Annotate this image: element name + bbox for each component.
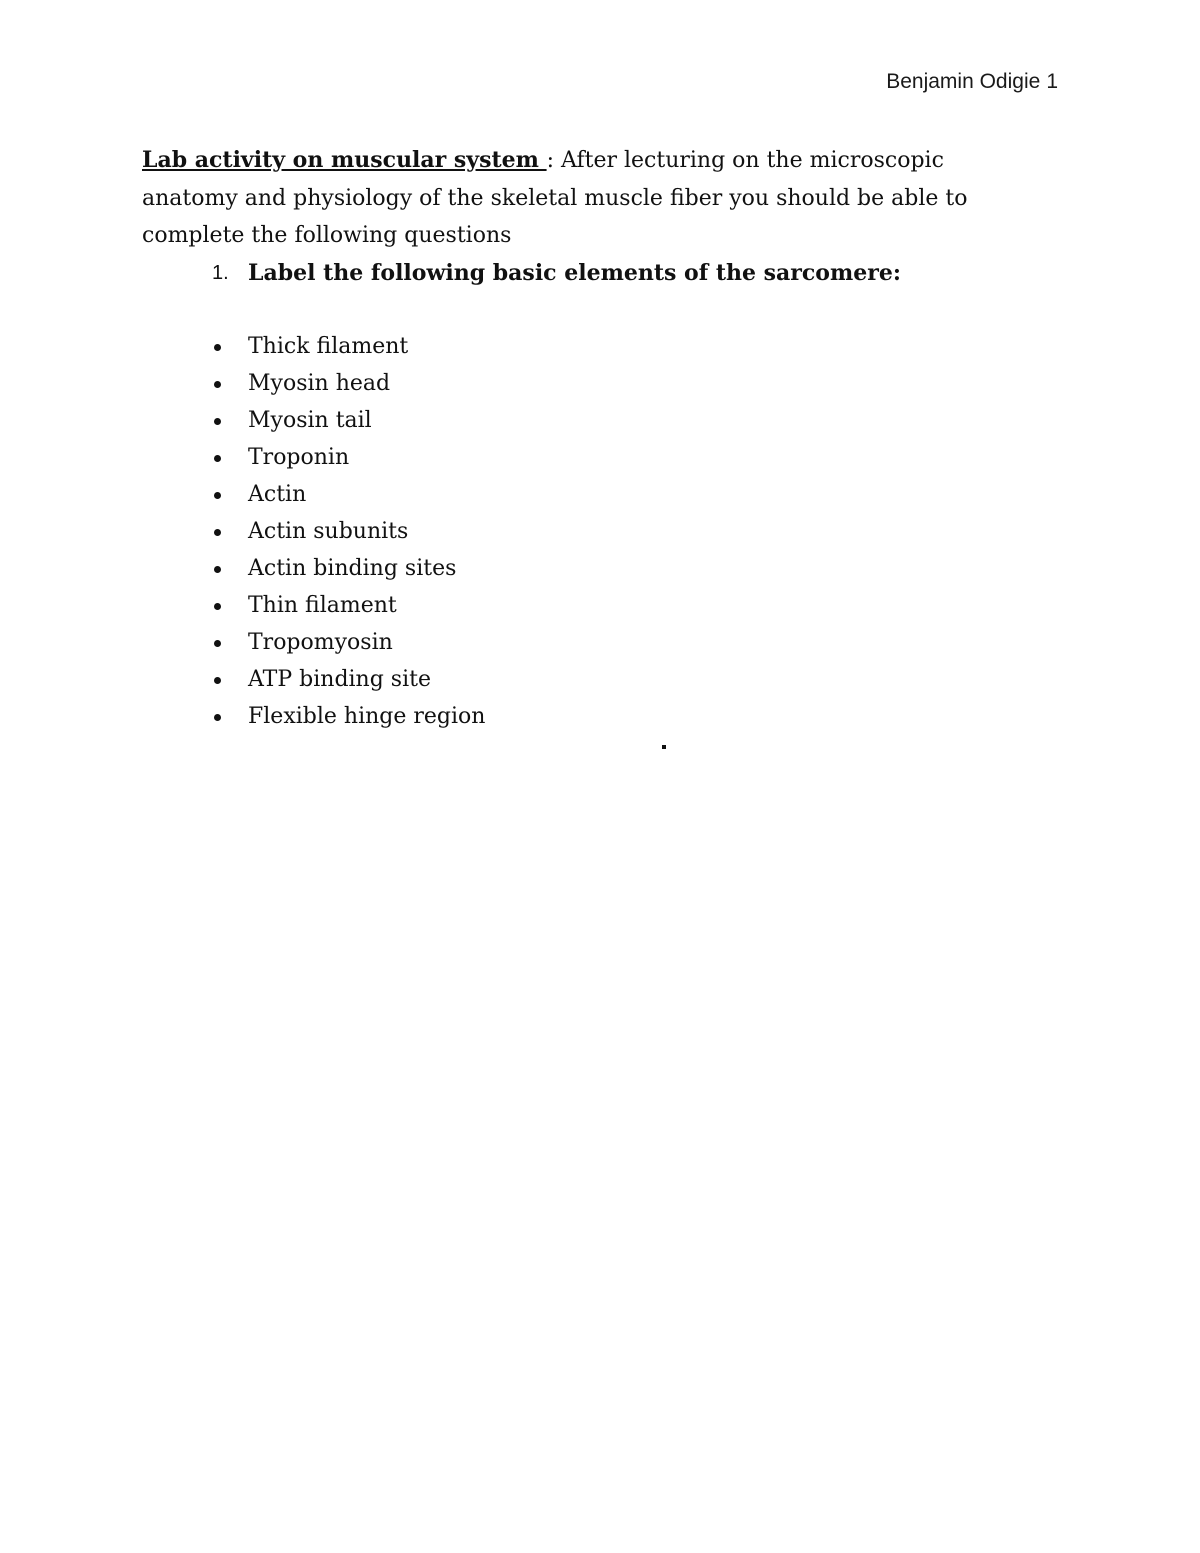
bullet-icon <box>214 455 221 462</box>
term-label: Troponin <box>248 445 350 470</box>
stray-period-mark <box>662 745 666 749</box>
term-label: Thick filament <box>248 334 409 359</box>
term-label: Flexible hinge region <box>248 704 486 729</box>
term-label: ATP binding site <box>248 667 431 692</box>
question-number: 1. <box>212 261 229 284</box>
list-item <box>142 624 1042 661</box>
question-1 <box>142 255 1042 293</box>
bullet-icon <box>214 714 221 721</box>
bullet-icon <box>214 677 221 684</box>
question-text: Label the following basic elements of the sarcomere: <box>248 259 901 286</box>
list-item <box>142 476 1042 513</box>
bullet-icon <box>214 566 221 573</box>
list-item <box>142 365 1042 402</box>
bullet-icon <box>214 381 221 388</box>
term-label: Thin filament <box>248 593 397 618</box>
document-body <box>142 142 1042 735</box>
list-item <box>142 513 1042 550</box>
bullet-icon <box>214 603 221 610</box>
term-label: Actin subunits <box>248 519 409 544</box>
list-item <box>142 661 1042 698</box>
author-name: Benjamin Odigie <box>886 70 1041 93</box>
list-item <box>142 439 1042 476</box>
term-list <box>142 328 1042 735</box>
bullet-icon <box>214 529 221 536</box>
page-number: 1 <box>1046 70 1058 93</box>
bullet-icon <box>214 640 221 647</box>
term-label: Tropomyosin <box>248 630 393 655</box>
intro-text: : After lecturing on the microscopic anatomy and physiology of the skeletal muscle fiber you should be able to complete the following questions <box>142 148 968 248</box>
list-item <box>142 698 1042 735</box>
list-item <box>142 402 1042 439</box>
intro-heading: Lab activity on muscular system <box>142 147 547 173</box>
list-item <box>142 587 1042 624</box>
bullet-icon <box>214 492 221 499</box>
term-label: Actin <box>248 482 307 507</box>
bullet-icon <box>214 418 221 425</box>
list-item <box>142 550 1042 587</box>
term-label: Myosin tail <box>248 408 372 433</box>
page-header <box>886 70 1058 94</box>
term-label: Actin binding sites <box>248 556 457 581</box>
term-label: Myosin head <box>248 371 391 396</box>
list-item <box>142 328 1042 365</box>
bullet-icon <box>214 344 221 351</box>
intro-paragraph <box>142 142 1042 255</box>
